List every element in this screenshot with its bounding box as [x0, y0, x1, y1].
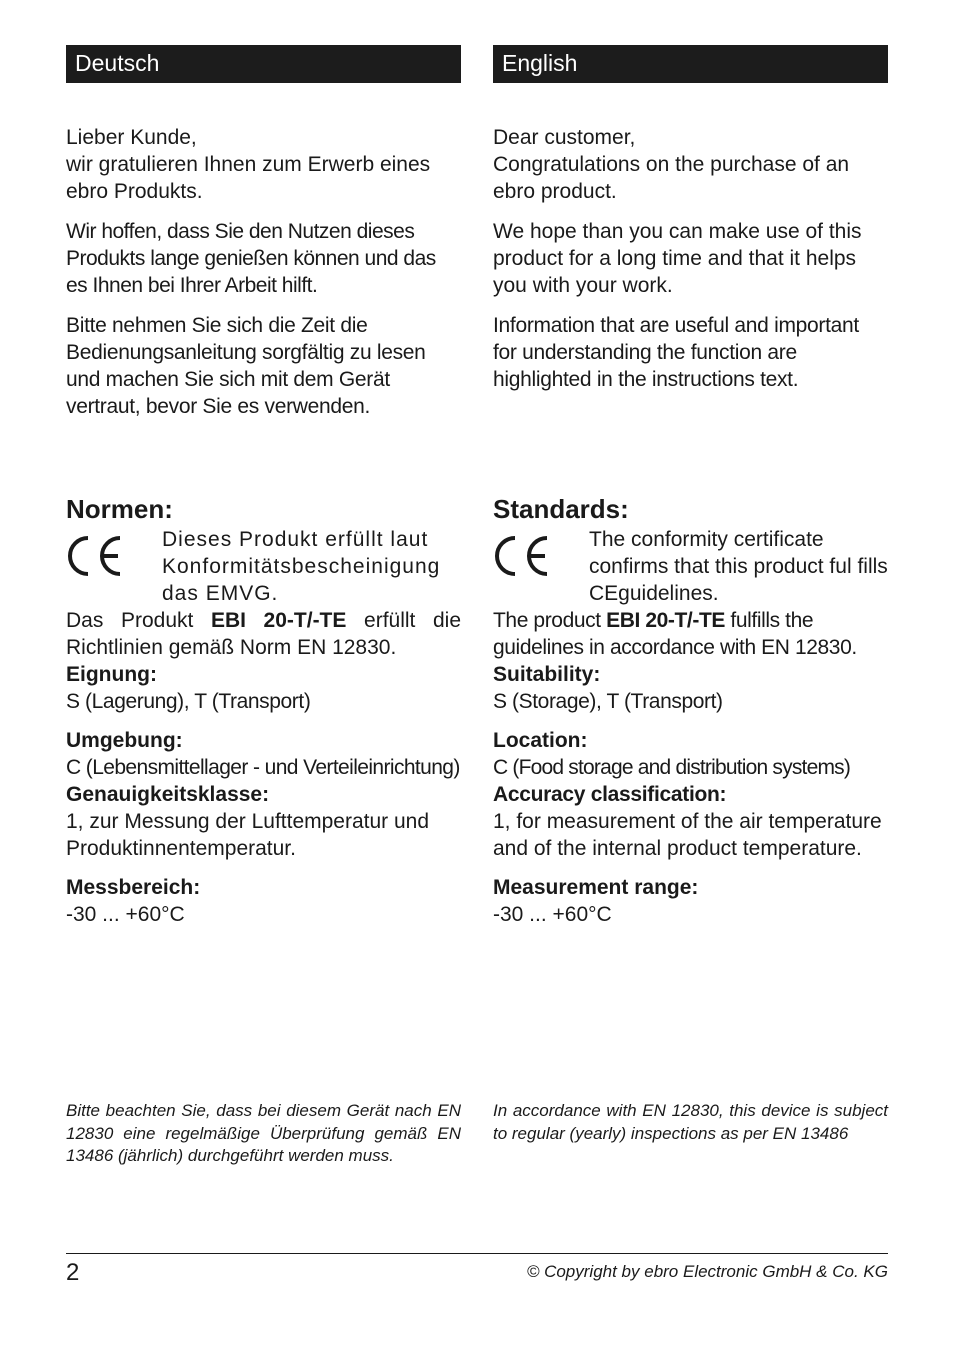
- standards-en-accuracy-label: Accuracy classification:: [493, 783, 727, 806]
- intro-de-p3: Bitte nehmen Sie sich die Zeit die Bedienungsanleitung sorgfältig zu lesen und machen Sie sich mit dem Gerät vertraut, bevor Sie es verwenden.: [66, 314, 426, 418]
- ce-mark-icon: [66, 534, 126, 578]
- standards-en: [493, 492, 888, 928]
- standards-de-suitability-label: Eignung:: [66, 663, 157, 686]
- standards-de-title: Normen:: [66, 494, 173, 524]
- intro-de-greeting: Lieber Kunde,: [66, 126, 197, 149]
- intro-de-p1: [66, 124, 461, 205]
- standards-de-range-label: Messbereich:: [66, 876, 201, 899]
- intro-en-congrats: Congratulations on the purchase of an ebro product.: [493, 153, 850, 203]
- intro-de-congrats: wir gratulieren Ihnen zum Erwerb eines ebro Produkts.: [66, 153, 431, 203]
- standards-en-location-label: Location:: [493, 729, 588, 752]
- standards-en-product: [493, 607, 888, 661]
- standards-de-suitability-value: S (Lagerung), T (Transport): [66, 690, 311, 713]
- footer-divider: [66, 1253, 888, 1254]
- standards-en-range-label: Measurement range:: [493, 876, 699, 899]
- section-header-english: English: [493, 45, 888, 83]
- standards-en-product-name: EBI 20-T/-TE: [606, 609, 725, 632]
- standards-en-product-post: fulfills the guidelines in accordance with EN 12830.: [493, 609, 857, 659]
- standards-de-accuracy-label: Genauigkeitsklasse:: [66, 783, 270, 806]
- note-en: In accordance with EN 12830, this device is subject to regular (yearly) inspections as per EN 13486: [493, 1101, 888, 1143]
- standards-de-location-label: Umgebung:: [66, 729, 183, 752]
- standards-en-suitability-value: S (Storage), T (Transport): [493, 690, 723, 713]
- section-header-deutsch: Deutsch: [66, 45, 461, 83]
- standards-de-range-value: -30 ... +60°C: [66, 903, 185, 926]
- standards-de-product: [66, 607, 461, 661]
- ce-mark-icon: [493, 534, 553, 578]
- intro-en-p1: [493, 124, 888, 205]
- intro-de: [66, 124, 461, 433]
- copyright-notice: © Copyright by ebro Electronic GmbH & Co. KG: [526, 1262, 888, 1281]
- standards-en-product-pre: The product: [493, 609, 607, 632]
- page-number: 2: [66, 1259, 80, 1286]
- intro-en-p2: We hope than you can make use of this product for a long time and that it helps you with your work.: [493, 220, 862, 297]
- standards-en-suitability-label: Suitability:: [493, 663, 601, 686]
- note-de: Bitte beachten Sie, dass bei diesem Gerät nach EN 12830 eine regelmäßige Überprüfung gemäß EN 13486 (jährlich) durchgeführt werden muss.: [66, 1101, 461, 1165]
- intro-de-p2: Wir hoffen, dass Sie den Nutzen dieses Produkts lange genießen können und das es Ihnen bei Ihrer Arbeit hilft.: [66, 220, 436, 297]
- standards-de-accuracy-value: 1, zur Messung der Lufttemperatur und Produktinnentemperatur.: [66, 810, 430, 860]
- standards-en-title: Standards:: [493, 494, 629, 524]
- standards-en-ce-text: The conformity certificate confirms that this product ful fills CEguidelines.: [589, 528, 888, 605]
- standards-en-accuracy-value: 1, for measurement of the air temperature and of the internal product temperature.: [493, 810, 882, 860]
- standards-en-location-value: C (Food storage and distribution systems): [493, 756, 851, 779]
- standards-de-product-name: EBI 20-T/-TE: [210, 609, 347, 632]
- standards-de: [66, 492, 461, 928]
- intro-en-greeting: Dear customer,: [493, 126, 636, 149]
- intro-en: [493, 124, 888, 406]
- standards-de-product-pre: Das Produkt: [66, 609, 211, 632]
- standards-de-product-post: erfüllt die Richtlinien gemäß Norm EN 12830.: [66, 609, 462, 659]
- standards-en-range-value: -30 ... +60°C: [493, 903, 612, 926]
- standards-de-location-value: C (Lebensmittellager - und Verteileinrichtung): [66, 756, 460, 779]
- intro-en-p3: Information that are useful and important for understanding the function are highlighted in the instructions text.: [493, 314, 859, 391]
- standards-de-ce-text: Dieses Produkt erfüllt laut Konformitätsbescheinigung das EMVG.: [162, 528, 441, 605]
